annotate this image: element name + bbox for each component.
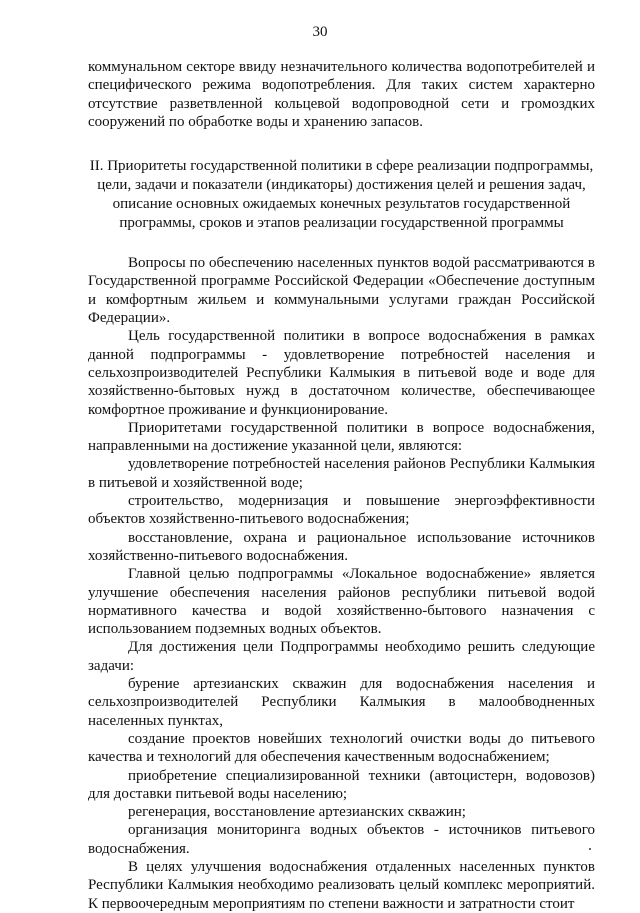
section-heading-line: II. Приоритеты государственной политики в сфере реализации подпрограммы,	[89, 158, 594, 175]
page-number: 30	[312, 24, 328, 40]
body-paragraph: В целях улучшения водоснабжения отдаленных населенных пунктов Республики Калмыкия необходимо реализовать целый комплекс мероприятий. К первоочередным мероприятиям по степени важности и затратности стоит	[88, 858, 595, 912]
intro-paragraph: коммунальном секторе ввиду незначительного количества водопотребителей и специфического режима водопотребления. Для таких систем характерно отсутствие разветвленной кольцевой водопроводной сети и громоздких сооружений по обработке воды и хранению запасов.	[88, 59, 595, 130]
body-paragraph: Вопросы по обеспечению населенных пунктов водой рассматриваются в Государственной программе Российской Федерации «Обеспечение доступным и комфортным жильем и коммунальными услугами граждан Российской Федерации».	[88, 255, 595, 327]
list-item: бурение артезианских скважин для водоснабжения населения и сельхозпроизводителей Республики Калмыкия в малообводненных населенных пунктах,	[88, 676, 595, 729]
section-heading-line: описание основных ожидаемых конечных результатов государственной	[112, 196, 571, 213]
list-item: восстановление, охрана и рациональное использование источников хозяйственно-питьевого водоснабжения.	[88, 529, 595, 564]
body-paragraph: Приоритетами государственной политики в вопросе водоснабжения, направленными на достижение указанной цели, являются:	[88, 419, 595, 455]
body-paragraph: Для достижения цели Подпрограммы необходимо решить следующие задачи:	[88, 639, 595, 674]
list-item: строительство, модернизация и повышение энергоэффективности объектов хозяйственно-питьевого водоснабжения;	[88, 493, 595, 528]
list-item: регенерация, восстановление артезианских скважин;	[128, 804, 466, 821]
body-paragraph: Главной целью подпрограммы «Локальное водоснабжение» является улучшение обеспечения населения районов республики питьевой водой нормативного качества и водой хозяйственно-бытового назначения с использованием подземных водных объектов.	[88, 566, 595, 638]
body-paragraph: Цель государственной политики в вопросе водоснабжения в рамках данной подпрограммы - удовлетворение потребностей населения и сельхозпроизводителей Республики Калмыкия в питьевой воде и воде для хозяйственно-бытовых нужд в достаточном количестве, обеспечивающее комфортное проживание и функционирование.	[88, 328, 595, 418]
section-heading	[88, 157, 595, 233]
section-heading-line: программы, сроков и этапов реализации государственной программы	[119, 215, 564, 232]
scan-speck	[589, 848, 591, 850]
document-body	[88, 58, 595, 913]
list-item: создание проектов новейших технологий очистки воды до питьевого качества и технологий для обеспечения качественным водоснабжением;	[88, 730, 595, 766]
list-item: организация мониторинга водных объектов - источников питьевого водоснабжения.	[88, 822, 595, 857]
list-item: приобретение специализированной техники (автоцистерн, водовозов) для доставки питьевой воды населению;	[88, 767, 595, 802]
section-heading-line: цели, задачи и показатели (индикаторы) достижения целей и решения задач,	[97, 177, 586, 194]
list-item: удовлетворение потребностей населения районов Республики Калмыкия в питьевой и хозяйственной воде;	[88, 456, 595, 491]
